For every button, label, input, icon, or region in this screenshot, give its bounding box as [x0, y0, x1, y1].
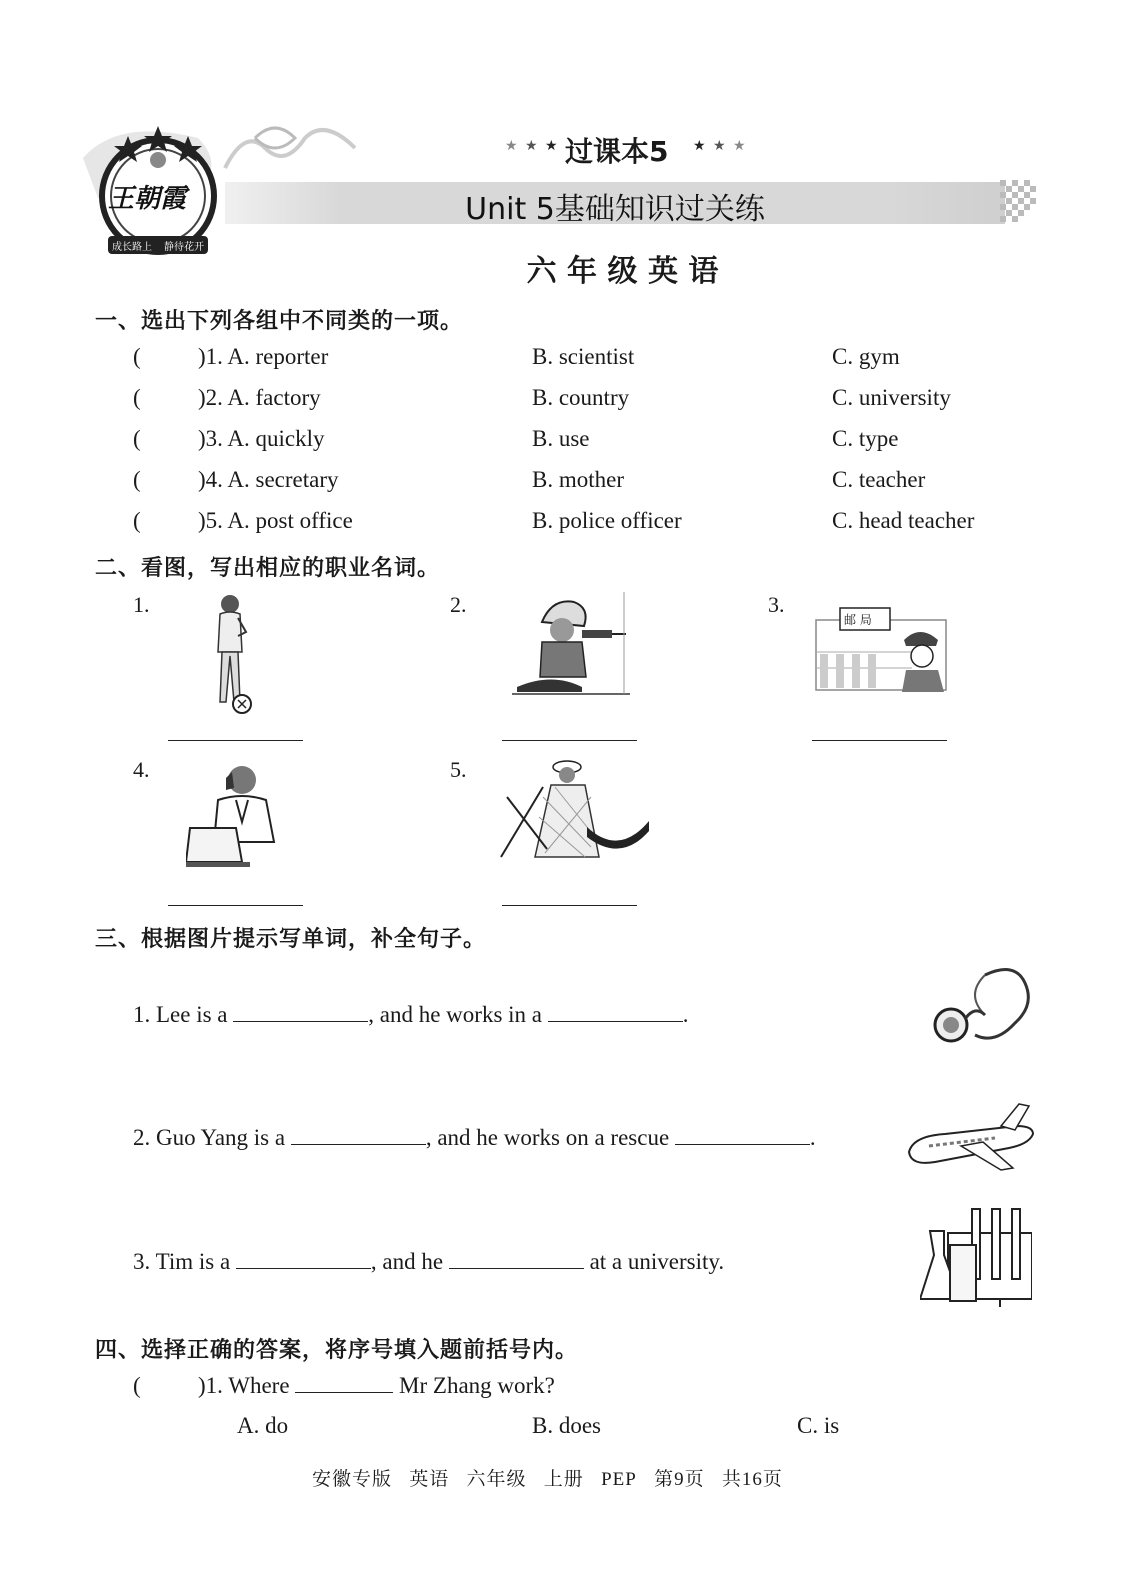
option-c: C. university: [832, 385, 951, 410]
list-item: )1. A. reporter: [198, 344, 329, 369]
page-footer: [312, 1464, 783, 1491]
section2-heading: 二、看图，写出相应的职业名词。: [95, 556, 441, 581]
answer-line-4[interactable]: [168, 905, 303, 906]
option-c: C. teacher: [832, 467, 926, 492]
logo-text: 王朝霞: [108, 184, 187, 214]
option-a: A. reporter: [227, 344, 329, 369]
footer-grade: 六年级: [466, 1469, 527, 1490]
question-1: )1. Where Mr Zhang work?: [198, 1373, 555, 1398]
answer-paren[interactable]: (: [133, 426, 141, 451]
list-item: [133, 344, 141, 370]
list-item: )5. A. post office: [198, 508, 353, 533]
answer-paren[interactable]: (: [133, 385, 141, 410]
post-office-sign: 邮 局: [844, 613, 872, 627]
option-b: B. police officer: [532, 508, 682, 533]
picture-label-2: 2.: [450, 592, 467, 617]
option-a: A. secretary: [227, 467, 339, 492]
star-icon: ★: [525, 138, 538, 154]
badge-title: 过课本5: [565, 135, 669, 168]
section3-heading: 三、根据图片提示写单词，补全句子。: [95, 927, 487, 952]
postman-image: [812, 600, 952, 696]
section1-heading: 一、选出下列各组中不同类的一项。: [95, 309, 464, 334]
section4-heading: 四、选择正确的答案，将序号填入题前括号内。: [95, 1338, 579, 1363]
airplane-image: [905, 1100, 1037, 1180]
sentence-2: 2. Guo Yang is a , and he works on a rescue .: [133, 1125, 816, 1150]
logo-slogan-right: 静待花开: [164, 242, 204, 253]
fill-blank[interactable]: [449, 1250, 584, 1269]
option-c: C. is: [797, 1413, 840, 1438]
answer-line-2[interactable]: [502, 740, 637, 741]
option-b: B. country: [532, 385, 630, 410]
star-icon: ★: [733, 138, 746, 154]
worker-image: [512, 592, 630, 704]
option-c: C. type: [832, 426, 899, 451]
list-item: )2. A. factory: [198, 385, 321, 410]
option-b: B. does: [532, 1413, 601, 1438]
unit-title: Unit 5基础知识过关练: [465, 192, 765, 227]
star-icon: ★: [545, 138, 558, 154]
option-b: B. mother: [532, 467, 624, 492]
sentence-3: 3. Tim is a , and he at a university.: [133, 1249, 725, 1274]
option-a: A. do: [237, 1413, 289, 1438]
fill-blank[interactable]: [236, 1250, 371, 1269]
star-icon: ★: [713, 138, 726, 154]
option-b: B. use: [532, 426, 590, 451]
footer-publisher: PEP: [601, 1469, 637, 1490]
option-a: A. factory: [227, 385, 321, 410]
option-c: C. gym: [832, 344, 900, 369]
list-item: )3. A. quickly: [198, 426, 325, 451]
answer-line-1[interactable]: [168, 740, 303, 741]
picture-label-5: 5.: [450, 757, 467, 782]
option-a: A. quickly: [227, 426, 325, 451]
option-c: C. head teacher: [832, 508, 975, 533]
picture-label-1: 1.: [133, 592, 150, 617]
lab-equipment-image: [920, 1205, 1032, 1311]
businessman-image: [186, 762, 282, 872]
star-icon: ★: [505, 138, 518, 154]
page-subtitle: 六 年 级 英 语: [526, 254, 719, 289]
answer-line-3[interactable]: [812, 740, 947, 741]
list-item: )4. A. secretary: [198, 467, 339, 492]
answer-paren[interactable]: (: [133, 467, 141, 492]
logo-slogan-left: 成长路上: [112, 242, 152, 253]
option-b: B. scientist: [532, 344, 635, 369]
footer-edition: 安徽专版: [312, 1469, 393, 1490]
answer-line-5[interactable]: [502, 905, 637, 906]
fill-blank[interactable]: [233, 1003, 368, 1022]
stethoscope-image: [925, 965, 1037, 1059]
option-a: A. post office: [227, 508, 353, 533]
football-player-image: [200, 592, 260, 721]
fill-blank[interactable]: [295, 1374, 393, 1393]
fill-blank[interactable]: [548, 1003, 683, 1022]
badge-title-row: [505, 128, 745, 168]
sentence-1: 1. Lee is a , and he works in a .: [133, 1002, 689, 1027]
footer-total: 共16页: [721, 1469, 783, 1490]
fill-blank[interactable]: [291, 1126, 426, 1145]
checker-decoration: [1000, 180, 1040, 230]
answer-paren[interactable]: (: [133, 508, 141, 533]
footer-page: 第9页: [654, 1469, 705, 1490]
fisherman-image: [495, 757, 650, 866]
footer-volume: 上册: [543, 1469, 584, 1490]
footer-subject: 英语: [409, 1469, 450, 1490]
star-icon: ★: [693, 138, 706, 154]
picture-label-3: 3.: [768, 592, 785, 617]
fill-blank[interactable]: [675, 1126, 810, 1145]
picture-label-4: 4.: [133, 757, 150, 782]
answer-paren[interactable]: (: [133, 344, 141, 369]
ribbon-decoration: [215, 118, 365, 192]
answer-paren[interactable]: (: [133, 1373, 141, 1398]
